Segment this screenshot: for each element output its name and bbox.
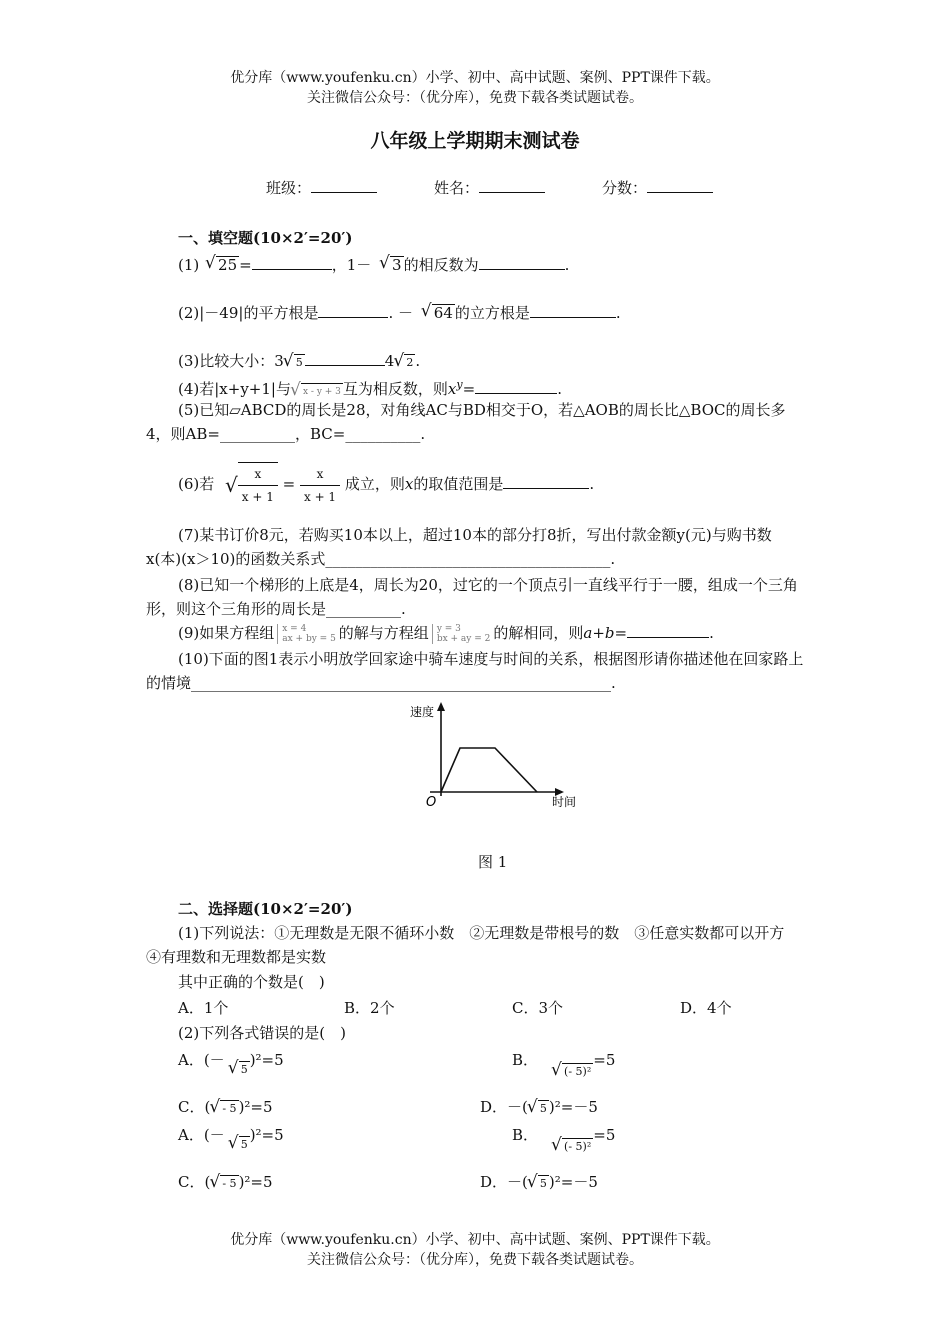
score-label: 分数：	[602, 179, 648, 197]
q1-1-number: (1)	[178, 256, 200, 274]
footer-line-1: 优分库（www.youfenku.cn）小学、初中、高中试题、案例、PPT课件下载。	[230, 1232, 720, 1248]
answer-blank[interactable]	[627, 622, 709, 638]
option-a[interactable]: A．1个	[178, 999, 229, 1017]
question-1-8: (8)已知一个梯形的上底是4，周长为20，过它的一个顶点引一直线平行于一腰，组成一个三角形，则这个三角形的周长是__________.	[146, 576, 798, 618]
fraction-left	[238, 462, 278, 508]
question-1-1: (1) √ 25 = ，1－ √ 3 的相反数为 .	[178, 254, 569, 276]
section1-heading: 一、填空题(10×2′=20′)	[178, 229, 353, 247]
q1-2-mid: . －	[388, 304, 413, 322]
option-2b[interactable]	[512, 1049, 616, 1078]
system-1	[277, 624, 336, 644]
sqrt-5: √ 5	[538, 1175, 549, 1192]
q1-1-eq: =	[239, 256, 252, 274]
opt-a-post: )²=5	[249, 1126, 284, 1144]
opt-d-post: )²=－5	[548, 1098, 598, 1116]
q1-3-pre: (3)比较大小：3	[178, 352, 284, 370]
sqrt-5: √ 5	[239, 1061, 250, 1078]
sqrt-5: √ 5	[538, 1100, 549, 1117]
option-2d-dup[interactable]	[480, 1171, 598, 1193]
q1-1-post: 的相反数为	[403, 256, 479, 274]
option-2a-dup[interactable]	[178, 1124, 284, 1151]
q1-3-mid: 4	[384, 352, 395, 370]
opt-a-post: )²=5	[249, 1051, 284, 1069]
opt-b-pre: B．	[512, 1051, 539, 1069]
opt-d-post: )²=－5	[548, 1173, 598, 1191]
option-2d[interactable]	[480, 1096, 598, 1118]
opt-d-pre: D．－(	[480, 1098, 528, 1116]
frac-den-2: x + 1	[303, 489, 337, 504]
question-1-5: (5)已知▱ABCD的周长是28，对角线AC与BD相交于O，若△AOB的周长比△BOC的周长多4，则AB=__________，BC=__________.	[146, 401, 786, 443]
speed-curve	[441, 748, 537, 792]
y-axis-arrow	[437, 702, 445, 711]
opt-d-pre: D．－(	[480, 1173, 528, 1191]
speed-time-graph	[400, 700, 590, 820]
q1-2-pre: (2)|－49|的平方根是	[178, 304, 319, 322]
figure-caption: 图 1	[478, 853, 508, 871]
name-label: 姓名：	[434, 179, 480, 197]
sqrt-neg5: √ - 5	[220, 1175, 238, 1192]
opt-a-pre: A．(－	[178, 1126, 225, 1144]
sys1-a: x = 4	[282, 624, 307, 634]
sqrt-64: √ 64	[432, 304, 455, 321]
opt-a-pre: A．(－	[178, 1051, 225, 1069]
q1-6-post2: 的取值范围是	[413, 475, 504, 493]
q1-4-pre: (4)若|x+y+1|与	[178, 380, 291, 398]
x-axis-label: 时间	[552, 795, 577, 809]
system-2	[432, 624, 491, 644]
expr-a-b: a+b	[583, 624, 615, 642]
q1-6-pre: (6)若	[178, 475, 215, 493]
sqrt-2: √ 2	[404, 354, 415, 371]
var-x: x	[447, 380, 457, 398]
page-title: 八年级上学期期末测试卷	[370, 130, 580, 152]
q1-4-post: =	[462, 380, 476, 398]
q1-9-eq: =	[614, 624, 628, 642]
opt-b-post: =5	[593, 1126, 616, 1144]
section2-heading: 二、选择题(10×2′=20′)	[178, 900, 353, 918]
q1-4-mid: 互为相反数，则	[342, 380, 448, 398]
sqrt-5: √ 5	[239, 1136, 250, 1153]
question-1-10: (10)下面的图1表示小明放学回家途中骑车速度与时间的关系，根据图形请你描述他在回家路上的情境________________________________________________________.	[146, 650, 804, 692]
answer-blank[interactable]	[475, 378, 557, 394]
q1-3-end: .	[415, 352, 421, 370]
q1-9-post: 的解相同，则	[493, 624, 584, 642]
header-line-1: 优分库（www.youfenku.cn）小学、初中、高中试题、案例、PPT课件下载。	[230, 70, 720, 86]
frac-num-2: x	[300, 463, 340, 486]
score-blank[interactable]	[647, 177, 713, 193]
sys2-b: bx + ay = 2	[436, 634, 491, 644]
opt-c-post: )²=5	[238, 1173, 273, 1191]
var-x: x	[404, 475, 414, 493]
question-1-6: (6)若 √ $\frac{x}{x + 1}$ = $\frac{x}{x + 1}$ 成立，则x的取值范围是 .	[178, 462, 594, 508]
sqrt-neg5-sq: √ (- 5)²	[562, 1063, 593, 1080]
frac-den: x + 1	[241, 490, 274, 504]
opt-c-pre: C．(	[178, 1173, 211, 1191]
footer-line-2: 关注微信公众号：（优分库），免费下载各类试题试卷。	[307, 1252, 643, 1268]
origin-label: O	[426, 795, 437, 810]
option-d[interactable]: D．4个	[680, 999, 732, 1017]
q1-6-post: 成立，则	[344, 475, 405, 493]
name-blank[interactable]	[479, 177, 545, 193]
sqrt-5: √ 5	[294, 354, 305, 371]
q1-9-mid: 的解与方程组	[338, 624, 429, 642]
opt-c-pre: C．(	[178, 1098, 211, 1116]
class-field	[266, 177, 377, 198]
sqrt-25: √ 25	[216, 256, 239, 273]
sys2-a: y = 3	[436, 624, 461, 634]
question-1-2: (2)|－49|的平方根是 . － √ 64 的立方根是 .	[178, 302, 621, 324]
opt-c-post: )²=5	[238, 1098, 273, 1116]
sqrt-neg5: √ - 5	[220, 1100, 238, 1117]
option-2c[interactable]	[178, 1096, 273, 1118]
score-field	[602, 177, 713, 198]
name-field	[434, 177, 545, 198]
opt-b-post: =5	[593, 1051, 616, 1069]
option-2c-dup[interactable]	[178, 1171, 273, 1193]
q1-9-pre: (9)如果方程组	[178, 624, 275, 642]
answer-blank[interactable]	[318, 302, 388, 318]
answer-blank[interactable]	[479, 254, 565, 270]
class-blank[interactable]	[311, 177, 377, 193]
question-2-1-ask: 其中正确的个数是( )	[178, 973, 325, 991]
sqrt-3: √ 3	[390, 256, 404, 273]
sqrt-neg5-sq: √ (- 5)²	[562, 1138, 593, 1155]
answer-blank[interactable]	[305, 350, 385, 366]
option-b[interactable]: B．2个	[344, 999, 395, 1017]
answer-blank[interactable]	[503, 473, 589, 489]
sys1-b: ax + by = 5	[282, 634, 336, 644]
question-1-9: (9)如果方程组 x = 4 ax + by = 5 的解与方程组 y = 3 bx + ay = 2 的解相同，则a+b= .	[178, 624, 714, 644]
question-1-3	[178, 350, 420, 372]
answer-blank[interactable]	[530, 302, 616, 318]
answer-blank[interactable]	[252, 254, 332, 270]
question-1-7: (7)某书订价8元，若购买10本以上，超过10本的部分打8折，写出付款金额y(元)与购书数x(本)(x＞10)的函数关系式______________________________________.	[146, 526, 772, 568]
q1-1-sep: ，1－	[331, 256, 372, 274]
q1-2-post: 的立方根是	[454, 304, 530, 322]
question-2-2-stem: (2)下列各式错误的是( )	[178, 1024, 346, 1042]
option-2b-dup[interactable]	[512, 1124, 616, 1153]
opt-b-pre: B．	[512, 1126, 539, 1144]
frac-num: x	[238, 463, 278, 486]
option-c[interactable]: C．3个	[512, 999, 564, 1017]
fraction-right	[300, 463, 340, 508]
header-line-2: 关注微信公众号：（优分库），免费下载各类试题试卷。	[307, 90, 643, 106]
y-axis-label: 速度	[410, 705, 435, 719]
option-2a[interactable]	[178, 1049, 284, 1076]
sqrt-x-y-3: √ x - y + 3	[301, 383, 343, 400]
question-2-1-stem: (1)下列说法：①无理数是无限不循环小数 ②无理数是带根号的数 ③任意实数都可以开方 ④有理数和无理数都是实数	[146, 924, 800, 966]
question-1-4: (4)若|x+y+1|与√ x - y + 3 互为相反数，则$x^y=$ .	[178, 374, 562, 400]
class-label: 班级：	[266, 179, 312, 197]
var-y: y	[456, 378, 463, 391]
